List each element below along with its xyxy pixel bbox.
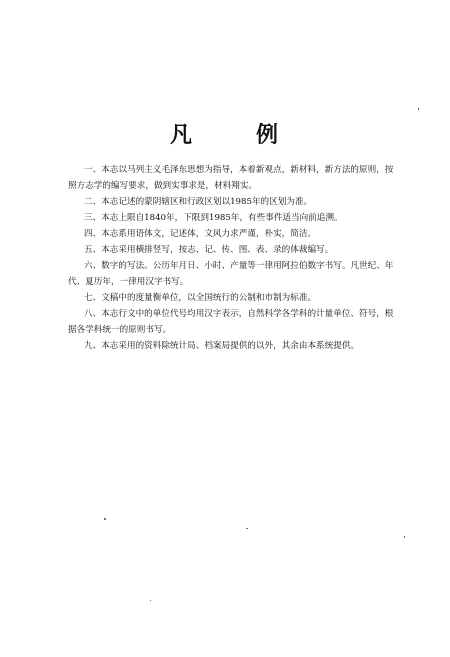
scan-speck — [150, 600, 151, 601]
rule-6 — [68, 258, 408, 290]
scan-speck — [404, 536, 405, 538]
rule-4 — [68, 226, 408, 242]
rule-4-line-1: 四、本志系用语体文，记述体，文风力求严谨，朴实，简洁。 — [84, 229, 317, 239]
title-char-2: 例 — [256, 122, 281, 148]
rule-8 — [68, 306, 408, 338]
rule-5 — [68, 242, 408, 258]
rule-7-line-1: 七、文稿中的度量衡单位，以全国统行的公制和市制为标准。 — [84, 293, 317, 303]
scan-speck — [418, 108, 419, 110]
rule-7 — [68, 290, 408, 306]
rule-8-line-2: 据各学科统一的原则书写。 — [68, 325, 172, 335]
rule-3-line-1: 三、本志上限自1840年，下限到1985年，有些事件适当向前追溯。 — [84, 213, 343, 223]
rule-1 — [68, 162, 408, 194]
rule-5-line-1: 五、本志采用横排竖写，按志、记、传、图、表、录的体裁编写。 — [84, 245, 334, 255]
page-title — [0, 118, 450, 149]
scan-speck — [246, 528, 248, 529]
rule-3 — [68, 210, 408, 226]
scan-speck — [104, 518, 106, 520]
rule-2-line-1: 二、本志记述的蒙阴辖区和行政区划以1985年的区划为准。 — [84, 197, 313, 207]
rule-6-line-2: 代、夏历年，一律用汉字书写。 — [68, 277, 189, 287]
title-char-1: 凡 — [169, 122, 194, 148]
rules-list — [68, 162, 408, 354]
rule-1-line-1: 一、本志以马列主义毛泽东思想为指导，本着新观点，新材料，新方法的原则，按 — [84, 165, 394, 175]
rule-9-line-1: 九、本志采用的资料除统计局、档案局提供的以外，其余由本系统提供。 — [84, 341, 360, 351]
rule-9 — [68, 338, 408, 354]
rule-2 — [68, 194, 408, 210]
rule-6-line-1: 六、数字的写法。公历年月日、小时、产量等一律用阿拉伯数字书写。凡世纪、年 — [84, 261, 394, 271]
rule-1-line-2: 照方志学的编写要求，做到实事求是，材料翔实。 — [68, 181, 258, 191]
rule-8-line-1: 八、本志行文中的单位代号均用汉字表示，自然科学各学科的计量单位、符号，根 — [84, 309, 394, 319]
